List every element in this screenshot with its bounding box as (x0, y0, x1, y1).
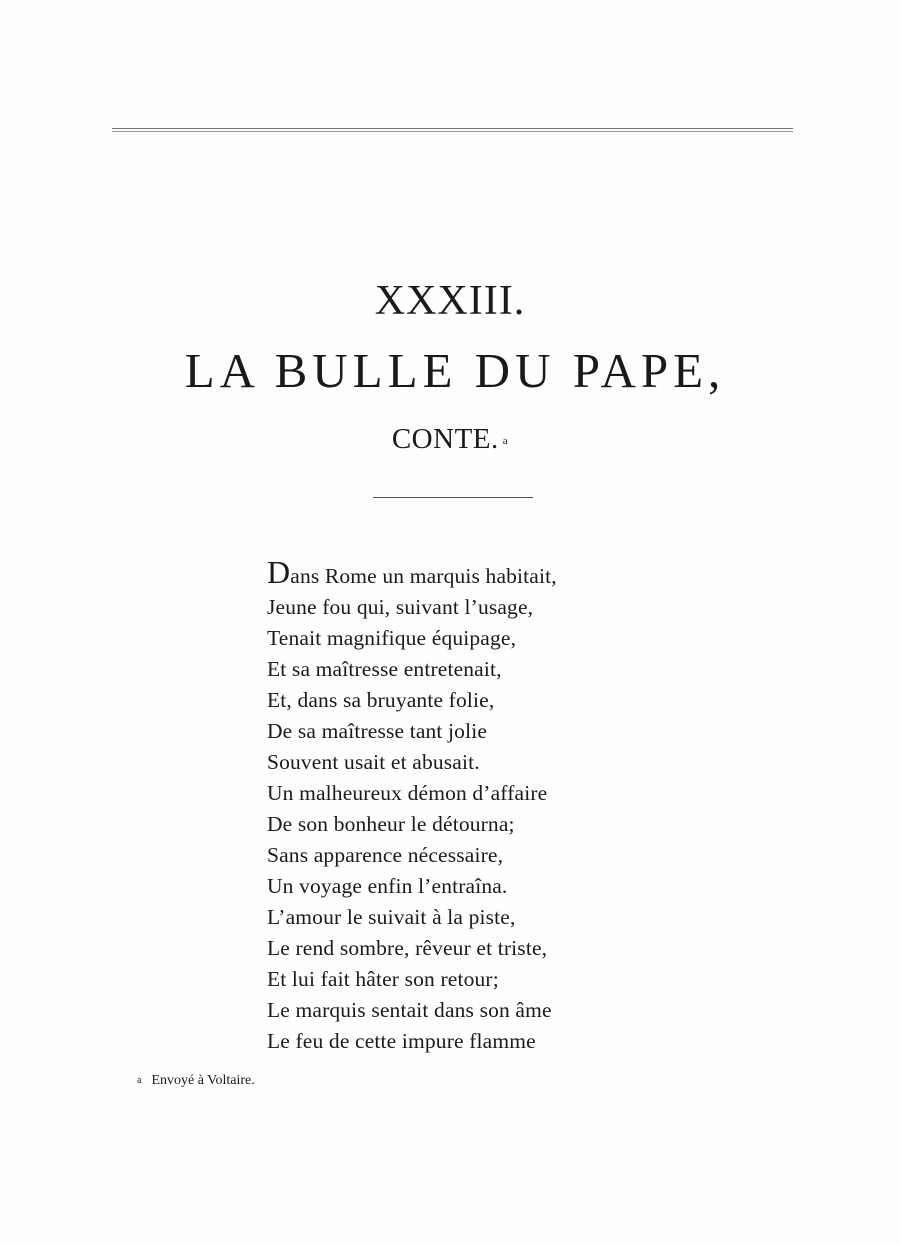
footnote (137, 1072, 255, 1091)
verse-line: Le marquis sentait dans son âme (267, 998, 552, 1022)
verse-line: Un malheureux démon d’affaire (267, 781, 548, 805)
verse-line: L’amour le suivait à la piste, (267, 905, 516, 929)
poem-subtitle (0, 422, 900, 456)
verse-text: ans Rome un marquis habitait, (290, 564, 557, 588)
drop-cap: D (267, 554, 291, 590)
subtitle-text: CONTE. (391, 423, 499, 455)
verse-line (267, 554, 667, 592)
poem-body (267, 554, 667, 1057)
verse-line: Et, dans sa bruyante folie, (267, 688, 495, 712)
rule-line (112, 131, 793, 132)
verse-line: Le rend sombre, rêveur et triste, (267, 936, 548, 960)
footnote-text: Envoyé à Voltaire. (151, 1073, 255, 1088)
footnote-reference: a (502, 435, 509, 447)
top-double-rule (112, 128, 793, 133)
verse-line: Tenait magnifique équipage, (267, 626, 517, 650)
verse-line: Et sa maîtresse entretenait, (267, 657, 502, 681)
chapter-number: XXXIII. (374, 278, 526, 324)
verse-line: Sans apparence nécessaire, (267, 843, 504, 867)
poem-title: LA BULLE DU PAPE, (184, 343, 726, 398)
rule-line (112, 128, 793, 129)
verse-line: De son bonheur le détourna; (267, 812, 515, 836)
verse-line: Le feu de cette impure flamme (267, 1029, 536, 1053)
footnote-marker: a (137, 1075, 142, 1086)
title-separator (373, 497, 533, 498)
verse-line: Un voyage enfin l’entraîna. (267, 874, 508, 898)
verse-line: Souvent usait et abusait. (267, 750, 480, 774)
verse-line: Jeune fou qui, suivant l’usage, (267, 595, 534, 619)
verse-line: Et lui fait hâter son retour; (267, 967, 499, 991)
verse-line: De sa maîtresse tant jolie (267, 719, 488, 743)
